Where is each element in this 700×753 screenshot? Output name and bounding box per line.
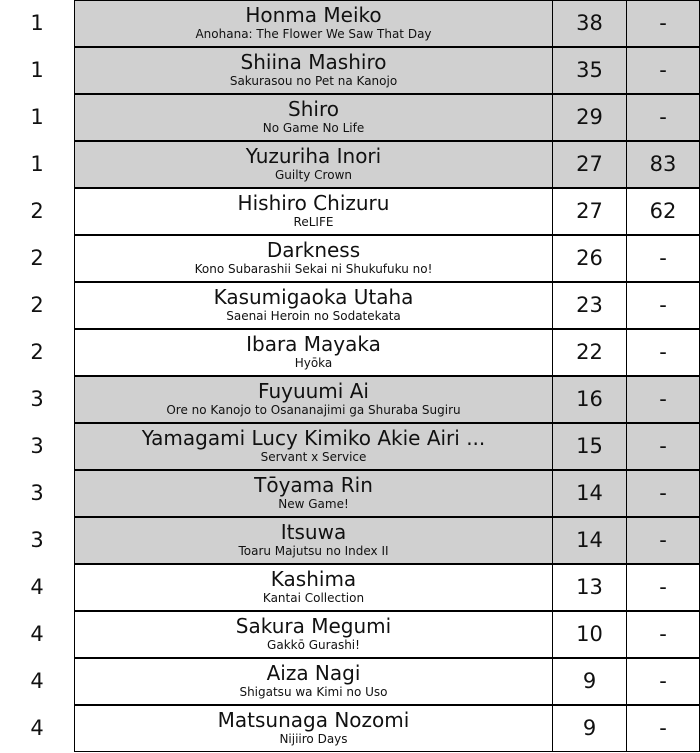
group-number: 3: [0, 517, 74, 564]
series-title: Ore no Kanojo to Osananajimi ga Shuraba Sugiru: [166, 403, 461, 417]
group-number: 4: [0, 658, 74, 705]
series-title: ReLIFE: [293, 215, 334, 229]
table-row: [0, 658, 700, 705]
extra-score-cell: -: [627, 376, 700, 423]
score-cell: 27: [553, 141, 627, 188]
character-name: Tōyama Rin: [254, 473, 373, 497]
name-cell: [74, 282, 553, 329]
table-row: [0, 329, 700, 376]
table-row: [0, 188, 700, 235]
series-title: Toaru Majutsu no Index II: [238, 544, 389, 558]
character-name: Sakura Megumi: [235, 614, 392, 638]
character-name: Honma Meiko: [245, 3, 382, 27]
table-row: [0, 235, 700, 282]
character-name: Kasumigaoka Utaha: [213, 285, 414, 309]
series-title: Shigatsu wa Kimi no Uso: [239, 685, 388, 699]
group-number: 3: [0, 423, 74, 470]
extra-score-cell: 62: [627, 188, 700, 235]
score-cell: 35: [553, 47, 627, 94]
group-number: 4: [0, 564, 74, 611]
group-number: 1: [0, 47, 74, 94]
name-cell: [74, 376, 553, 423]
table-row: [0, 376, 700, 423]
group-number: 1: [0, 141, 74, 188]
name-cell: [74, 0, 553, 47]
character-name: Kashima: [270, 567, 357, 591]
series-title: Sakurasou no Pet na Kanojo: [229, 74, 398, 88]
name-cell: [74, 611, 553, 658]
character-name: Fuyuumi Ai: [258, 379, 369, 403]
character-name: Shiina Mashiro: [240, 50, 387, 74]
score-cell: 26: [553, 235, 627, 282]
name-cell: [74, 94, 553, 141]
name-cell: [74, 188, 553, 235]
extra-score-cell: -: [627, 329, 700, 376]
extra-score-cell: -: [627, 94, 700, 141]
extra-score-cell: -: [627, 564, 700, 611]
name-cell: [74, 141, 553, 188]
extra-score-cell: -: [627, 658, 700, 705]
extra-score-cell: -: [627, 47, 700, 94]
name-cell: [74, 658, 553, 705]
character-name: Shiro: [288, 97, 339, 121]
name-cell: [74, 235, 553, 282]
extra-score-cell: -: [627, 423, 700, 470]
table-row: [0, 141, 700, 188]
table-row: [0, 611, 700, 658]
series-title: Nijiiro Days: [279, 732, 348, 746]
extra-score-cell: -: [627, 282, 700, 329]
extra-score-cell: -: [627, 611, 700, 658]
extra-score-cell: -: [627, 235, 700, 282]
character-name: Yamagami Lucy Kimiko Akie Airi ...: [141, 426, 486, 450]
series-title: Hyōka: [294, 356, 333, 370]
table-row: [0, 94, 700, 141]
group-number: 2: [0, 188, 74, 235]
table-row: [0, 705, 700, 752]
series-title: Servant x Service: [260, 450, 367, 464]
table-row: [0, 564, 700, 611]
score-cell: 13: [553, 564, 627, 611]
table-row: [0, 282, 700, 329]
score-cell: 38: [553, 0, 627, 47]
score-cell: 27: [553, 188, 627, 235]
character-name: Matsunaga Nozomi: [217, 708, 410, 732]
series-title: No Game No Life: [262, 121, 365, 135]
group-number: 4: [0, 705, 74, 752]
name-cell: [74, 517, 553, 564]
score-cell: 22: [553, 329, 627, 376]
group-number: 2: [0, 235, 74, 282]
score-cell: 9: [553, 658, 627, 705]
table-row: [0, 47, 700, 94]
character-name: Aiza Nagi: [266, 661, 361, 685]
extra-score-cell: -: [627, 0, 700, 47]
series-title: Anohana: The Flower We Saw That Day: [195, 27, 432, 41]
character-name: Yuzuriha Inori: [245, 144, 382, 168]
name-cell: [74, 47, 553, 94]
series-title: New Game!: [278, 497, 349, 511]
score-cell: 14: [553, 517, 627, 564]
group-number: 1: [0, 94, 74, 141]
score-cell: 14: [553, 470, 627, 517]
series-title: Gakkō Gurashi!: [267, 638, 360, 652]
group-number: 2: [0, 329, 74, 376]
series-title: Saenai Heroin no Sodatekata: [226, 309, 401, 323]
extra-score-cell: 83: [627, 141, 700, 188]
character-name: Ibara Mayaka: [246, 332, 381, 356]
character-name: Hishiro Chizuru: [237, 191, 390, 215]
score-cell: 9: [553, 705, 627, 752]
series-title: Kono Subarashii Sekai ni Shukufuku no!: [194, 262, 433, 276]
score-cell: 10: [553, 611, 627, 658]
name-cell: [74, 470, 553, 517]
name-cell: [74, 423, 553, 470]
name-cell: [74, 564, 553, 611]
character-name: Itsuwa: [280, 520, 347, 544]
score-cell: 16: [553, 376, 627, 423]
group-number: 3: [0, 470, 74, 517]
extra-score-cell: -: [627, 470, 700, 517]
series-title: Guilty Crown: [274, 168, 352, 182]
extra-score-cell: -: [627, 705, 700, 752]
series-title: Kantai Collection: [262, 591, 365, 605]
table-row: [0, 517, 700, 564]
name-cell: [74, 705, 553, 752]
character-name: Darkness: [266, 238, 361, 262]
group-number: 4: [0, 611, 74, 658]
table-row: [0, 0, 700, 47]
group-number: 2: [0, 282, 74, 329]
name-cell: [74, 329, 553, 376]
score-cell: 15: [553, 423, 627, 470]
extra-score-cell: -: [627, 517, 700, 564]
group-number: 3: [0, 376, 74, 423]
table-row: [0, 423, 700, 470]
table-row: [0, 470, 700, 517]
group-number: 1: [0, 0, 74, 47]
score-cell: 23: [553, 282, 627, 329]
score-cell: 29: [553, 94, 627, 141]
